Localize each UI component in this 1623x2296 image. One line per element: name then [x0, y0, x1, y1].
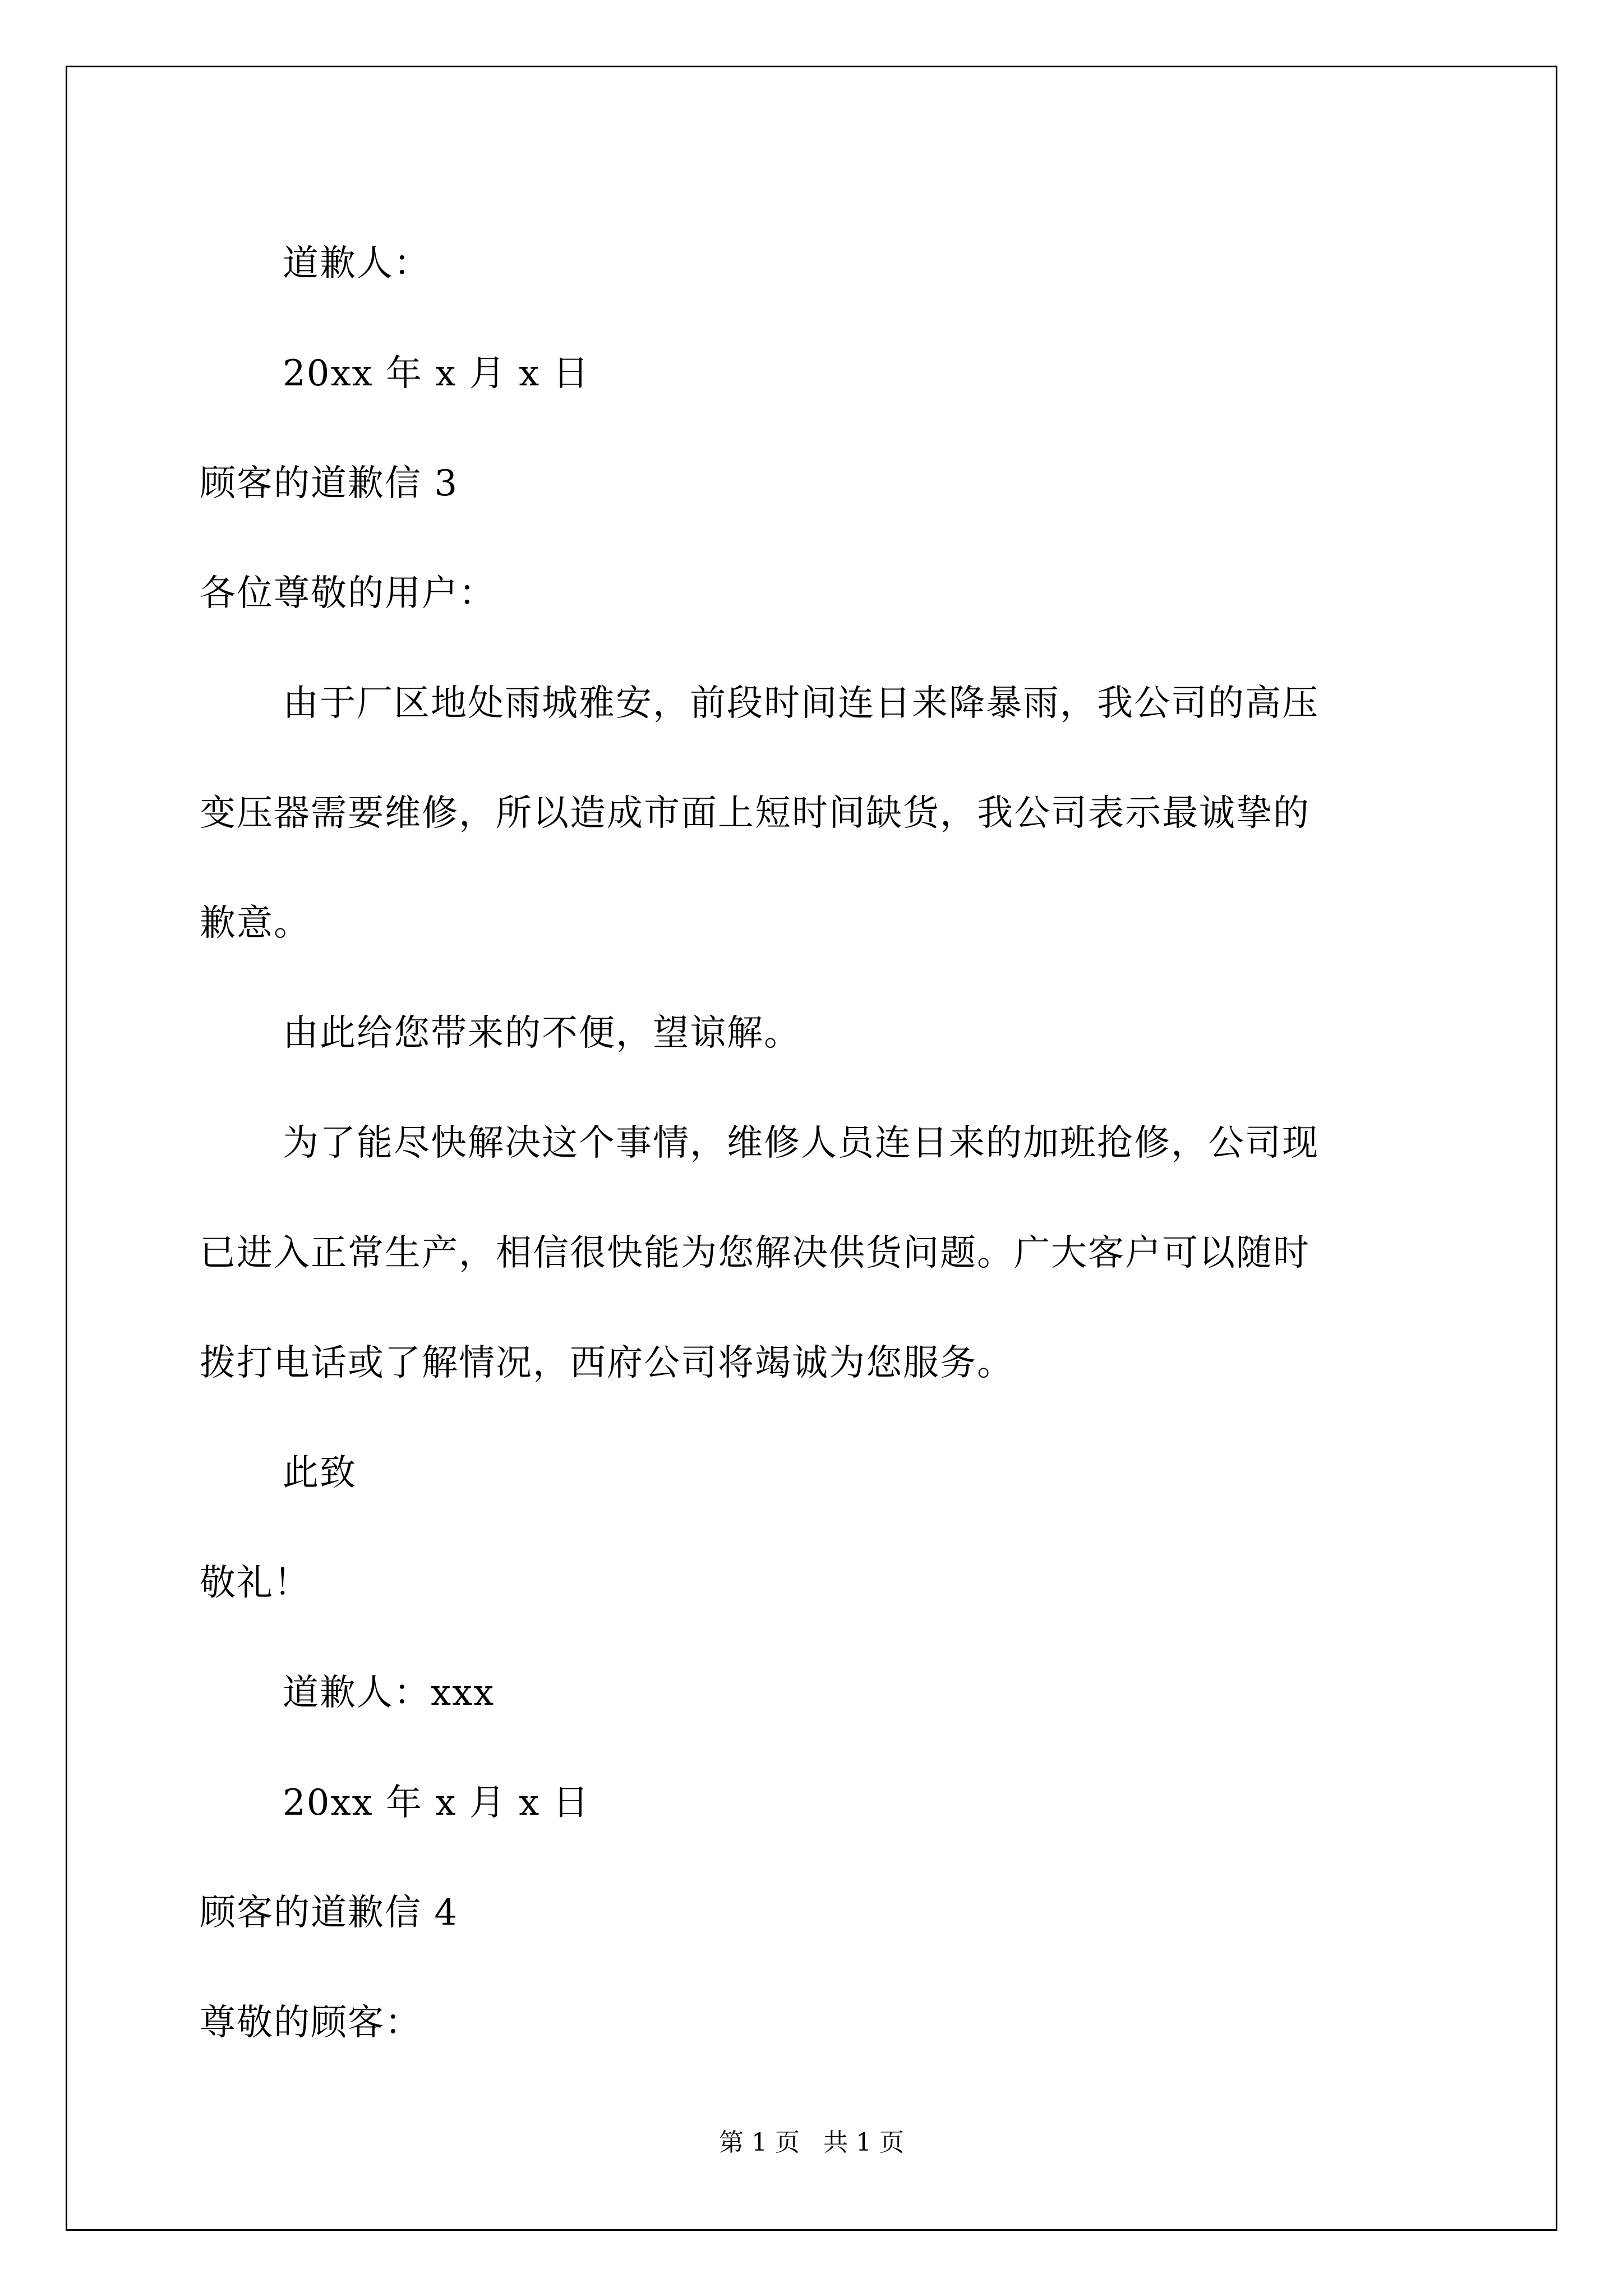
- page-footer: 第 1 页 共 1 页: [719, 2128, 904, 2157]
- signer-line: 道歉人：: [283, 243, 431, 284]
- paragraph-line: 歉意。: [200, 903, 311, 944]
- closing-line: 此致: [283, 1452, 357, 1494]
- date-line: 20xx 年 x 月 x 日: [283, 353, 590, 394]
- paragraph-line: 为了能尽快解决这个事情，维修人员连日来的加班抢修，公司现: [283, 1122, 1319, 1164]
- document-body: [200, 209, 1433, 2078]
- section-heading: 顾客的道歉信 3: [200, 463, 459, 504]
- date-line: 20xx 年 x 月 x 日: [283, 1782, 590, 1824]
- salutation: 尊敬的顾客：: [200, 2002, 422, 2044]
- paragraph-line: 由此给您带来的不便，望谅解。: [283, 1013, 801, 1054]
- paragraph-line: 已进入正常生产，相信很快能为您解决供货问题。广大客户可以随时: [200, 1232, 1310, 1274]
- salutation: 各位尊敬的用户：: [200, 573, 496, 614]
- signer-line: 道歉人：xxx: [283, 1672, 495, 1714]
- paragraph-line: 变压器需要维修，所以造成市面上短时间缺货，我公司表示最诚挚的: [200, 793, 1310, 834]
- paragraph-line: 拨打电话或了解情况，西府公司将竭诚为您服务。: [200, 1342, 1014, 1384]
- paragraph-line: 由于厂区地处雨城雅安，前段时间连日来降暴雨，我公司的高压: [283, 683, 1319, 724]
- closing-line: 敬礼！: [200, 1562, 311, 1604]
- section-heading: 顾客的道歉信 4: [200, 1892, 459, 1934]
